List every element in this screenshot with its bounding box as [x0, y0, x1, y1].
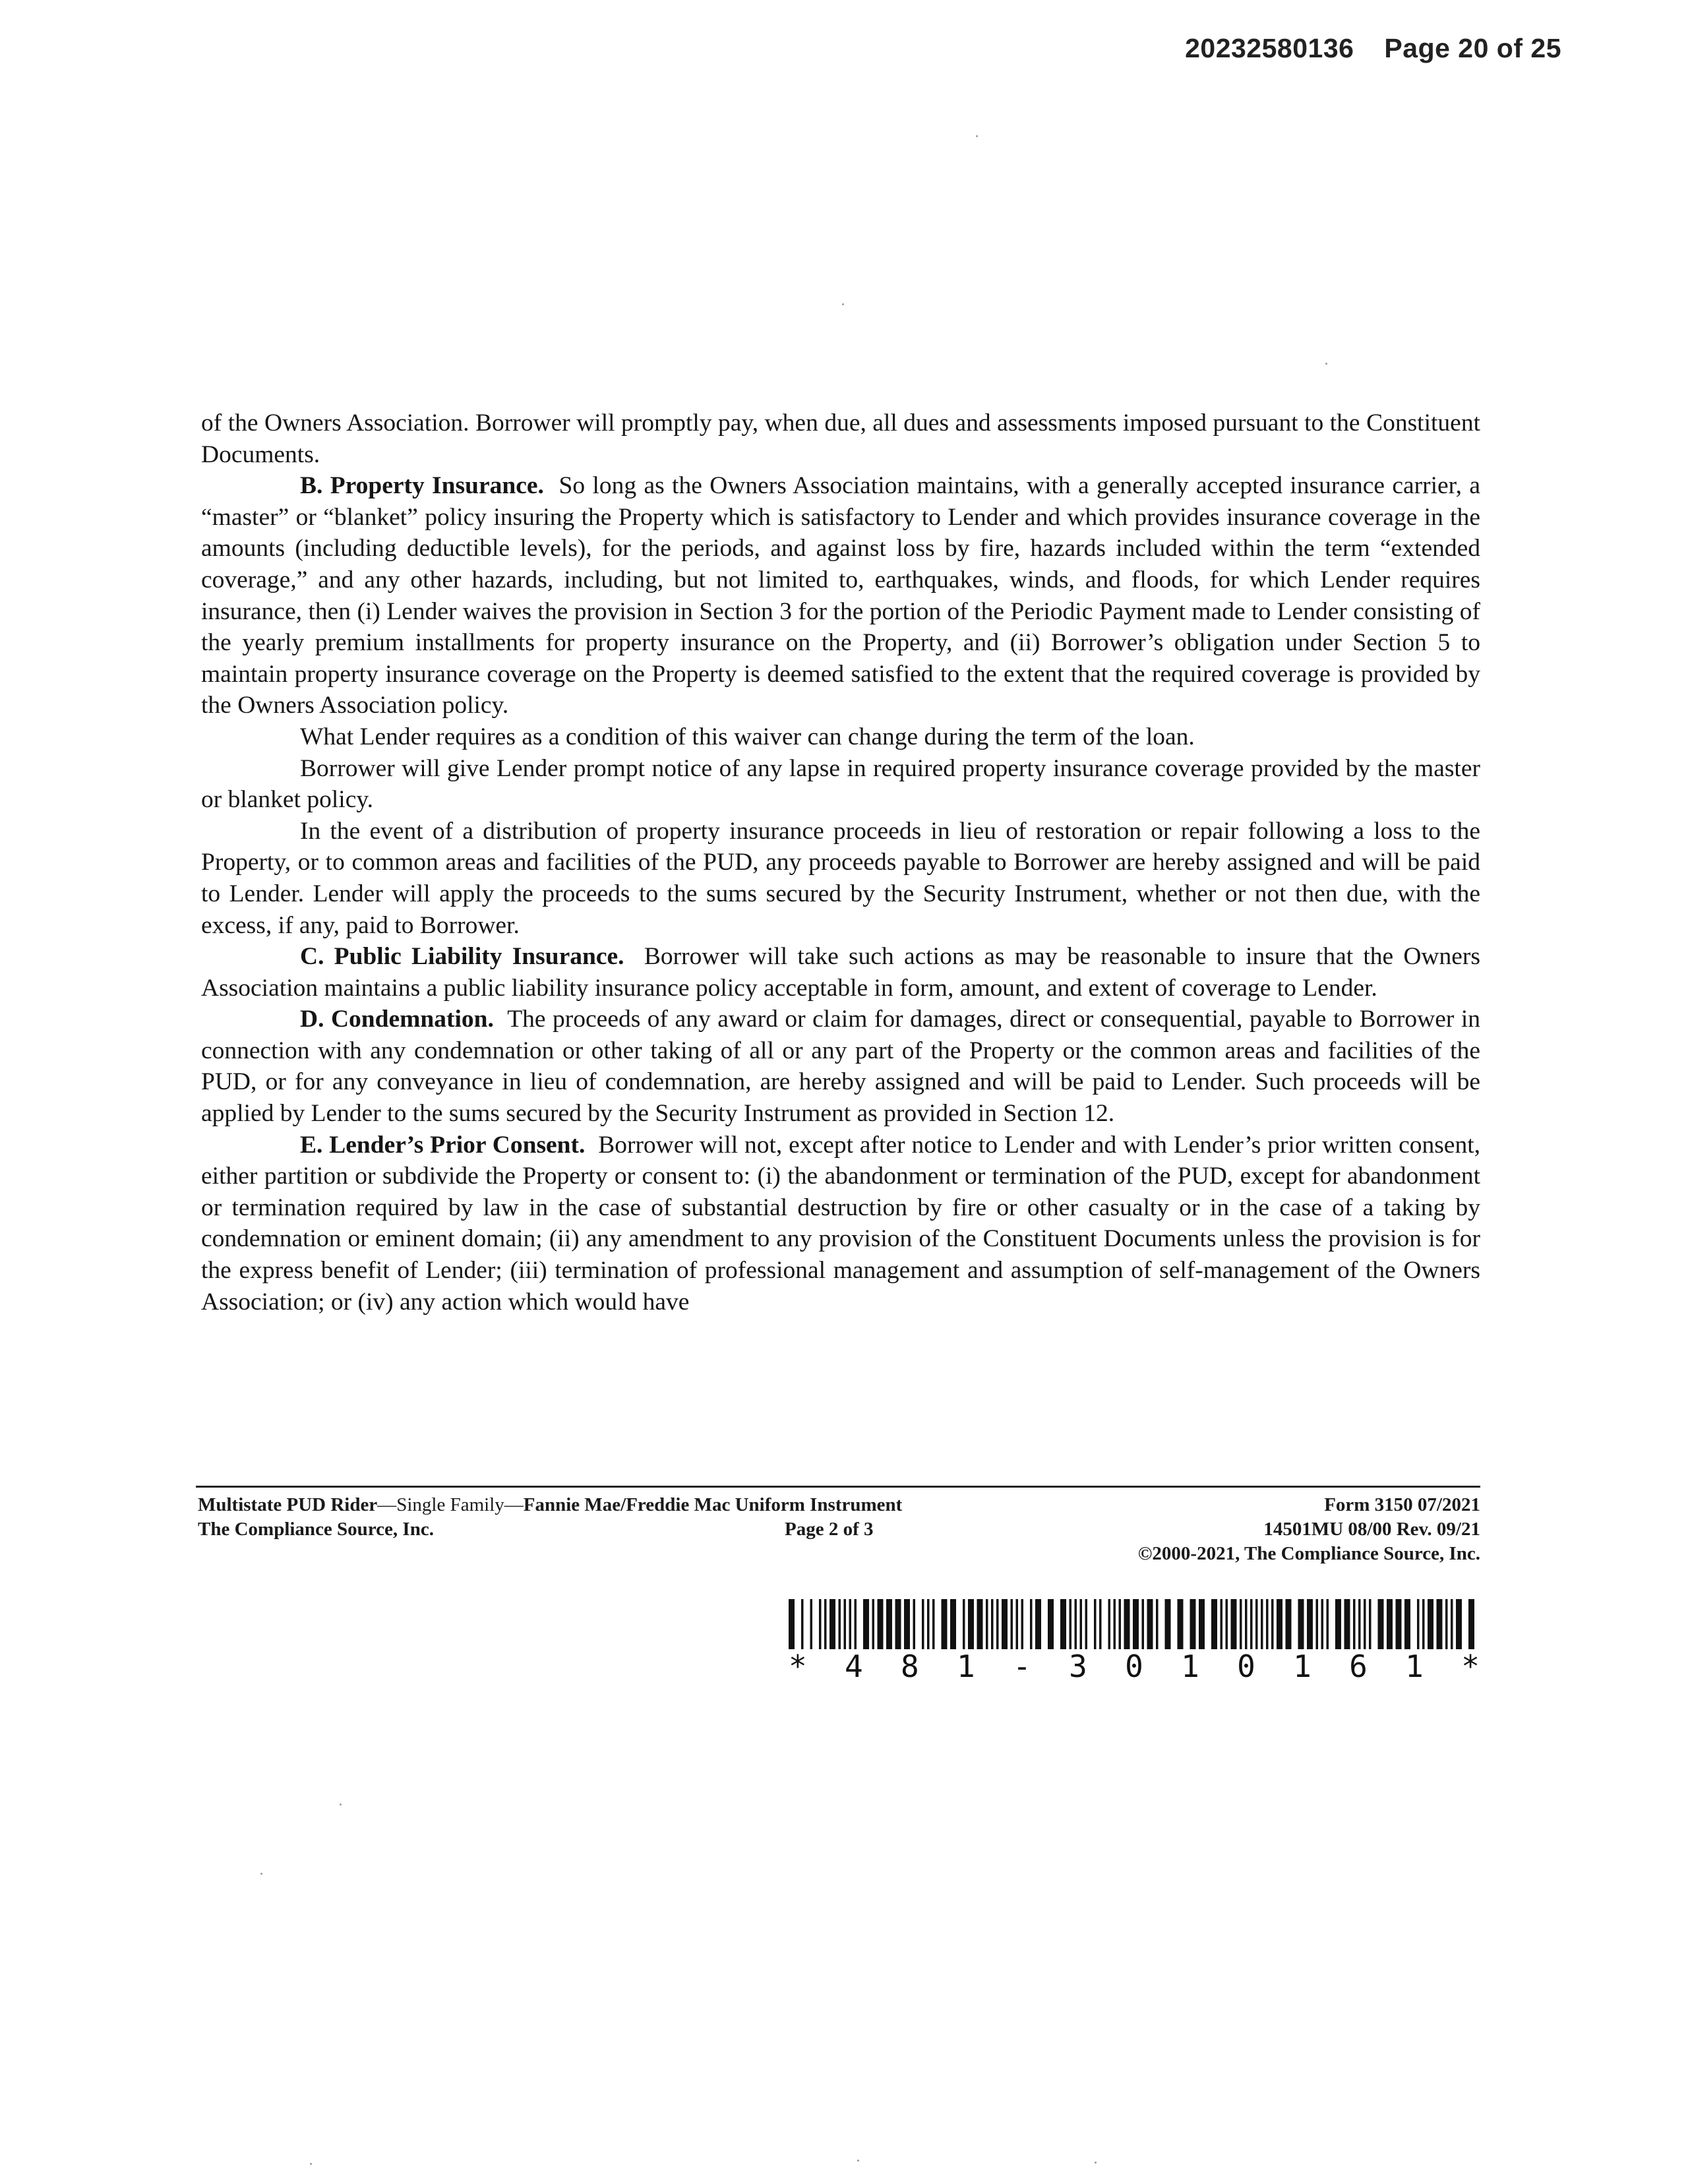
section-c-public-liability [201, 941, 1480, 1004]
section-b-heading: B. Property Insurance. [300, 472, 544, 500]
barcode-char: 1 [1293, 1649, 1311, 1684]
barcode [789, 1599, 1480, 1649]
scan-speck [976, 135, 978, 137]
section-d-text: The proceeds of any award or claim for damages, direct or consequential, payable to Borrower in connection with any condemnation or other taking of all or any part of the Property or the common areas and facilities of the PUD, or for any conveyance in lieu of condemnation, are hereby assigned and will be paid to Lender. Such proceeds will be applied by Lender to the sums secured by the Security Instrument as provided in Section 12. [201, 1006, 1481, 1128]
barcode-char: 6 [1349, 1649, 1368, 1684]
scan-speck [260, 1873, 262, 1875]
scan-speck [340, 1804, 342, 1805]
barcode-char: 1 [1181, 1649, 1199, 1684]
form-number: Form 3150 07/2021 [1324, 1494, 1480, 1515]
section-e-heading: E. Lender’s Prior Consent. [300, 1131, 586, 1159]
scan-speck [310, 2163, 312, 2165]
paragraph-continuation: of the Owners Association. Borrower will promptly pay, when due, all dues and assessments imposed pursuant to the Constituent Documents. [201, 410, 1480, 468]
barcode-char: 0 [1125, 1649, 1143, 1684]
barcode-char: * [1461, 1649, 1480, 1684]
form-page-number: Page 2 of 3 [785, 1519, 874, 1540]
revision-code: 14501MU 08/00 Rev. 09/21 [1263, 1519, 1480, 1540]
scan-speck [857, 2160, 859, 2162]
barcode-char: 1 [957, 1649, 975, 1684]
section-e-prior-consent [201, 1130, 1480, 1318]
section-e-text: Borrower will not, except after notice to Lender and with Lender’s prior written consent, either partition or subdivide the Property or consent to: (i) the abandonment or termination of the PUD, except for abandonment or termination required by law in the case of substantial destruction by fire or other casualty or in the case of a taking by condemnation or eminent domain; (ii) any amendment to any provision of the Constituent Documents unless the provision is for the express benefit of Lender; (iii) termination of professional management and assumption of self-management of the Owners Association; or (iv) any action which would have [201, 1131, 1480, 1316]
document-body [201, 408, 1480, 1318]
recording-stamp [1185, 33, 1561, 64]
form-title-part-1: Multistate PUD Rider [198, 1494, 378, 1515]
form-footer [198, 1493, 1480, 1566]
document-number: 20232580136 [1185, 33, 1354, 63]
copyright-notice: ©2000-2021, The Compliance Source, Inc. [1137, 1543, 1480, 1564]
section-b-property-insurance [201, 470, 1480, 721]
scan-speck [1095, 2162, 1097, 2164]
section-b-notice: Borrower will give Lender prompt notice of any lapse in required property insurance coverage provided by the master or blanket policy. [201, 754, 1480, 814]
section-d-heading: D. Condemnation. [300, 1006, 494, 1033]
footer-divider [196, 1486, 1480, 1488]
section-b-waiver: What Lender requires as a condition of this waiver can change during the term of the loan. [300, 723, 1195, 750]
section-d-condemnation [201, 1004, 1480, 1129]
form-title-part-3: Fannie Mae/Freddie Mac Uniform Instrument [523, 1494, 903, 1515]
barcode-char: * [789, 1649, 807, 1684]
barcode-human-readable [789, 1649, 1480, 1684]
scan-speck [842, 303, 844, 305]
scan-speck [1325, 363, 1327, 365]
section-b-text: So long as the Owners Association maintains, with a generally accepted insurance carrier, a “master” or “blanket” policy insuring the Property which is satisfactory to Lender and which provides insurance coverage in the amounts (including deductible levels), for the periods, and against loss by fire, hazards included within the term “extended coverage,” and any other hazards, including, but not limited to, earthquakes, winds, and floods, for which Lender requires insurance, then (i) Lender waives the provision in Section 3 for the portion of the Periodic Payment made to Lender consisting of the yearly premium installments for property insurance on the Property, and (ii) Borrower’s obligation under Section 5 to maintain property insurance coverage on the Property is deemed satisfied to the extent that the required coverage is provided by the Owners Association policy. [201, 472, 1480, 719]
page-counter: Page 20 of 25 [1384, 33, 1561, 63]
barcode-char: 1 [1405, 1649, 1424, 1684]
barcode-char: - [1013, 1649, 1031, 1684]
publisher-name: The Compliance Source, Inc. [198, 1519, 434, 1540]
barcode-char: 3 [1069, 1649, 1087, 1684]
section-c-heading: C. Public Liability Insurance. [300, 943, 624, 971]
section-b-distribution: In the event of a distribution of property insurance proceeds in lieu of restoration or repair following a loss to the Property, or to common areas and facilities of the PUD, any proceeds payable to Borrower are hereby assigned and will be paid to Lender. Lender will apply the proceeds to the sums secured by the Security Instrument, whether or not then due, with the excess, if any, paid to Borrower. [201, 817, 1480, 939]
form-title-part-2: —Single Family— [377, 1494, 524, 1515]
form-title [198, 1493, 902, 1517]
barcode-char: 0 [1237, 1649, 1255, 1684]
barcode-char: 8 [901, 1649, 919, 1684]
section-c-text: Borrower will take such actions as may be reasonable to insure that the Owners Association maintains a public liability insurance policy acceptable in form, amount, and extent of coverage to Lender. [201, 943, 1480, 1002]
barcode-char: 4 [845, 1649, 863, 1684]
